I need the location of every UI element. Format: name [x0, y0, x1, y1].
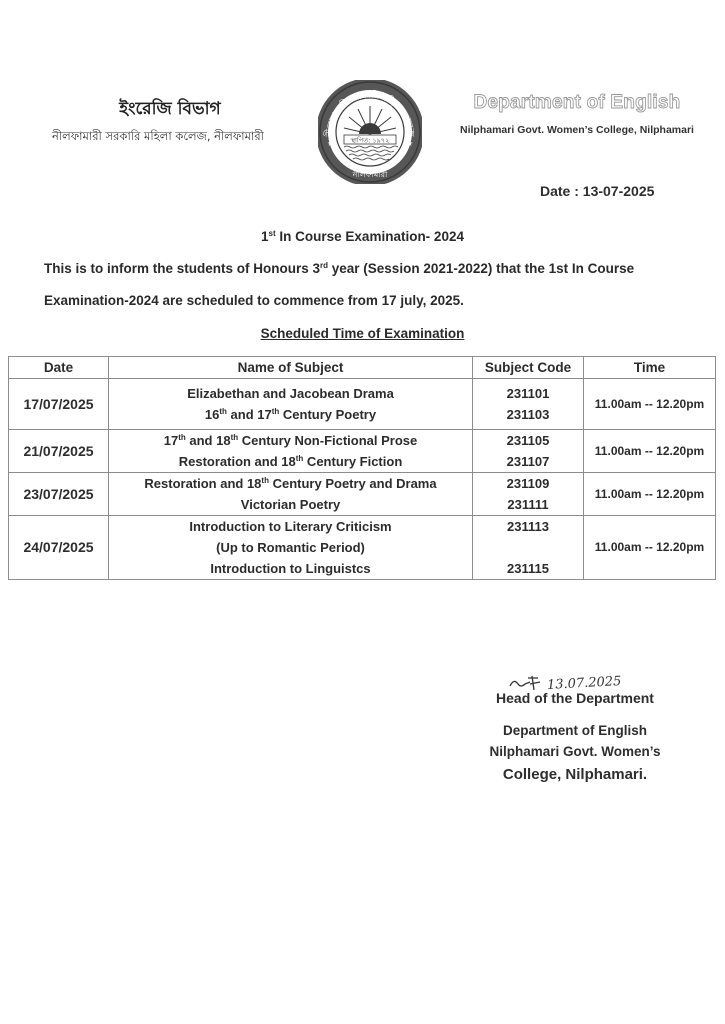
row-time: 11.00am -- 12.20pm: [584, 473, 716, 516]
header-subject-code: Subject Code: [473, 357, 584, 379]
row-date: 23/07/2025: [9, 473, 109, 516]
row-codes: [473, 516, 584, 580]
row-codes: [473, 379, 584, 430]
signatory-college-line-2: College, Nilphamari.: [502, 766, 648, 783]
row-date: 21/07/2025: [9, 430, 109, 473]
subject-name: 17th and 18th Century Non-Fictional Prose: [163, 433, 418, 448]
notice-paragraph-line-2: Examination-2024 are scheduled to commence from 17 july, 2025.: [44, 293, 464, 308]
row-date: 24/07/2025: [9, 516, 109, 580]
english-department-title: Department of English: [473, 92, 681, 113]
svg-text:স্থাপিত: ১৯৭২: স্থাপিত: ১৯৭২: [350, 136, 390, 145]
exam-title: 1st In Course Examination- 2024: [261, 229, 464, 244]
table-row: [9, 473, 716, 516]
row-subjects: [109, 430, 473, 473]
english-college-name: Nilphamari Govt. Women’s College, Nilphamari: [460, 124, 694, 136]
row-date: 17/07/2025: [9, 379, 109, 430]
bengali-department-title: ইংরেজি বিভাগ: [119, 99, 221, 119]
subject-code: [473, 537, 583, 558]
subject-name: Restoration and 18th Century Fiction: [178, 454, 403, 469]
subject-name: (Up to Romantic Period): [216, 540, 365, 555]
subject-code: 231115: [507, 561, 549, 576]
subject-code: 231103: [506, 407, 550, 422]
subject-name: Restoration and 18th Century Poetry and Drama: [144, 476, 437, 491]
college-seal-icon: [318, 80, 422, 184]
row-codes: [473, 473, 584, 516]
svg-text:★: ★: [327, 139, 335, 148]
subject-code: 231113: [507, 519, 549, 534]
notice-paragraph-line-1: This is to inform the students of Honours 3rd year (Session 2021-2022) that the 1st In Course: [44, 261, 635, 276]
subject-name: 16th and 17th Century Poetry: [204, 407, 377, 422]
header-subject-name: Name of Subject: [109, 357, 473, 379]
signatory-department: Department of English: [502, 723, 647, 738]
table-row: [9, 379, 716, 430]
subject-code: 231109: [506, 476, 550, 491]
subject-code: 231101: [506, 386, 550, 401]
svg-text:নীলফামারী: নীলফামারী: [352, 170, 388, 179]
subject-code: 231105: [506, 433, 550, 448]
header-date: Date: [9, 357, 109, 379]
table-row: [9, 516, 716, 580]
subject-name: Elizabethan and Jacobean Drama: [187, 386, 394, 401]
notice-date: Date : 13-07-2025: [540, 183, 655, 199]
row-time: 11.00am -- 12.20pm: [584, 516, 716, 580]
bengali-college-name: নীলফামারী সরকারি মহিলা কলেজ, নীলফামারী: [52, 129, 264, 143]
header-time: Time: [584, 357, 716, 379]
subject-name: Introduction to Literary Criticism: [189, 519, 392, 534]
svg-text:নীলফামারী সরকারি মহিলা কলেজ: নীলফামারী সরকারি মহিলা কলেজ: [324, 90, 416, 138]
row-codes: [473, 430, 584, 473]
schedule-heading: Scheduled Time of Examination: [260, 326, 465, 341]
handwritten-date: 13.07.2025: [546, 674, 622, 693]
table-header-row: [9, 357, 716, 379]
table-row: [9, 430, 716, 473]
row-subjects: [109, 379, 473, 430]
signatory-title: Head of the Department: [496, 690, 654, 706]
subject-name: Introduction to Linguistcs: [210, 561, 371, 576]
exam-schedule-table: [8, 356, 716, 580]
subject-code: 231107: [506, 454, 550, 469]
row-subjects: [109, 473, 473, 516]
row-subjects: [109, 516, 473, 580]
signatory-college-line-1: Nilphamari Govt. Women’s: [489, 744, 661, 759]
subject-code: 231111: [507, 497, 549, 512]
subject-name: Victorian Poetry: [240, 497, 341, 512]
row-time: 11.00am -- 12.20pm: [584, 430, 716, 473]
svg-text:★: ★: [406, 139, 414, 148]
row-time: 11.00am -- 12.20pm: [584, 379, 716, 430]
